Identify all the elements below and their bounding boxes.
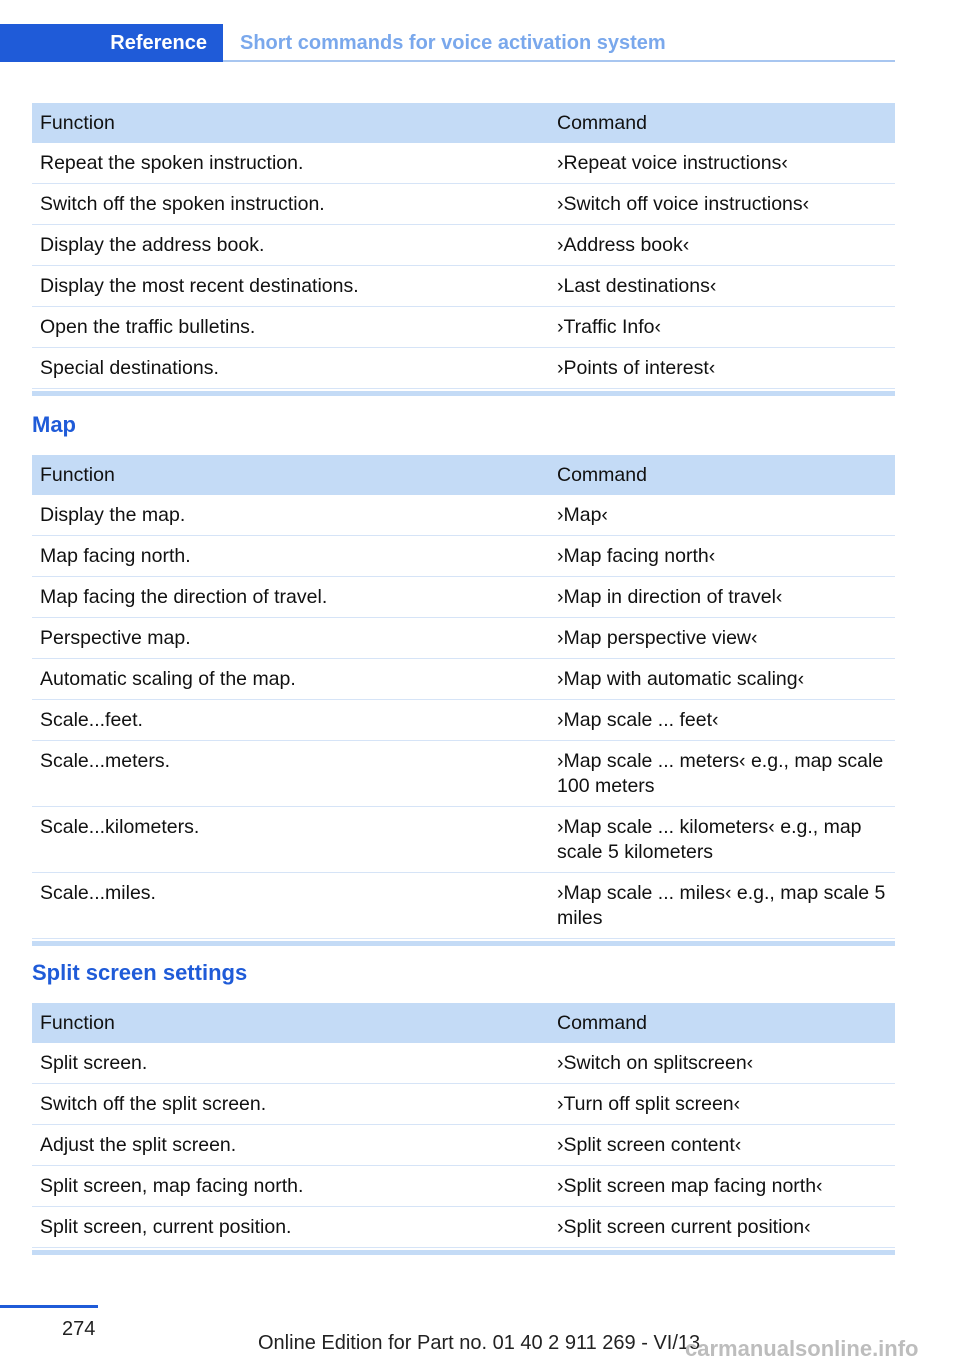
table-row: [32, 618, 895, 659]
table-row: [32, 225, 895, 266]
command-cell: ›Turn off split screen‹: [557, 1093, 741, 1115]
table-header-row: [32, 103, 895, 143]
command-cell: ›Split screen current position‹: [557, 1216, 811, 1238]
command-cell: ›Repeat voice instructions‹: [557, 152, 788, 174]
watermark: carmanualsonline.info: [685, 1336, 919, 1361]
command-cell: ›Map‹: [557, 504, 608, 526]
function-cell: Split screen, map facing north.: [40, 1175, 304, 1197]
function-cell: Split screen, current position.: [40, 1216, 292, 1238]
command-cell: ›Map with automatic scaling‹: [557, 668, 805, 690]
table-row: [32, 659, 895, 700]
table-split-screen-commands: [32, 1003, 895, 1255]
table-row: [32, 143, 895, 184]
page-header: [0, 24, 895, 62]
table-header-row: [32, 1003, 895, 1043]
table-row: [32, 1043, 895, 1084]
command-cell: ›Split screen content‹: [557, 1134, 742, 1156]
table-row: [32, 577, 895, 618]
table-row: [32, 348, 895, 389]
table-row: [32, 807, 895, 873]
table-end-bar: [32, 391, 895, 396]
command-cell: ›Address book‹: [557, 234, 690, 256]
function-cell: Display the most recent destinations.: [40, 275, 359, 297]
function-cell: Switch off the spoken instruction.: [40, 193, 325, 215]
function-cell: Scale...kilometers.: [40, 816, 200, 838]
function-cell: Automatic scaling of the map.: [40, 668, 296, 690]
function-cell: Split screen.: [40, 1052, 148, 1074]
function-cell: Perspective map.: [40, 627, 191, 649]
command-cell: ›Traffic Info‹: [557, 316, 662, 338]
table-row: [32, 307, 895, 348]
table-row: [32, 1084, 895, 1125]
section-tab: Reference: [0, 24, 223, 62]
table-row: [32, 495, 895, 536]
function-cell: Scale...miles.: [40, 882, 156, 904]
function-cell: Display the address book.: [40, 234, 265, 256]
page-number: 274: [62, 1318, 96, 1340]
table-end-bar: [32, 941, 895, 946]
table-end-bar: [32, 1250, 895, 1255]
column-header-command: Command: [557, 1012, 647, 1034]
command-cell: ›Switch off voice instructions‹: [557, 193, 810, 215]
table-row: [32, 184, 895, 225]
column-header-function: Function: [40, 1012, 115, 1034]
function-cell: Scale...feet.: [40, 709, 143, 731]
command-cell: ›Map scale ... feet‹: [557, 709, 719, 731]
table-row: [32, 700, 895, 741]
column-header-command: Command: [557, 112, 647, 134]
function-cell: Map facing north.: [40, 545, 191, 567]
command-cell: ›Map in direction of travel‹: [557, 586, 783, 608]
column-header-command: Command: [557, 464, 647, 486]
function-cell: Scale...meters.: [40, 750, 171, 772]
function-cell: Special destinations.: [40, 357, 219, 379]
column-header-function: Function: [40, 112, 115, 134]
header-rule: [223, 60, 895, 62]
column-header-function: Function: [40, 464, 115, 486]
table-row: [32, 1125, 895, 1166]
command-cell: ›Map scale ... kilometers‹ e.g., map scale 5 kilometers: [557, 816, 862, 863]
command-cell: ›Map scale ... meters‹ e.g., map scale 100 meters: [557, 750, 884, 797]
command-cell: ›Map facing north‹: [557, 545, 716, 567]
command-cell: ›Map scale ... miles‹ e.g., map scale 5 miles: [557, 882, 886, 929]
table-row: [32, 873, 895, 939]
function-cell: Open the traffic bulletins.: [40, 316, 256, 338]
command-cell: ›Last destinations‹: [557, 275, 717, 297]
function-cell: Repeat the spoken instruction.: [40, 152, 304, 174]
function-cell: Display the map.: [40, 504, 186, 526]
table-map-commands: [32, 455, 895, 946]
section-title-split-screen: Split screen settings: [32, 960, 248, 985]
edition-note: Online Edition for Part no. 01 40 2 911 269 - VI/13: [258, 1332, 701, 1354]
table-navigation-commands: [32, 103, 895, 396]
table-row: [32, 536, 895, 577]
command-cell: ›Split screen map facing north‹: [557, 1175, 823, 1197]
table-row: [32, 266, 895, 307]
header-subtitle: Short commands for voice activation system: [240, 32, 666, 54]
command-cell: ›Map perspective view‹: [557, 627, 758, 649]
table-row: [32, 741, 895, 807]
section-title-map: Map: [32, 412, 76, 437]
function-cell: Switch off the split screen.: [40, 1093, 267, 1115]
command-cell: ›Switch on splitscreen‹: [557, 1052, 754, 1074]
table-header-row: [32, 455, 895, 495]
table-row: [32, 1207, 895, 1248]
function-cell: Map facing the direction of travel.: [40, 586, 328, 608]
command-cell: ›Points of interest‹: [557, 357, 716, 379]
table-row: [32, 1166, 895, 1207]
footer-rule: [0, 1305, 98, 1308]
function-cell: Adjust the split screen.: [40, 1134, 237, 1156]
